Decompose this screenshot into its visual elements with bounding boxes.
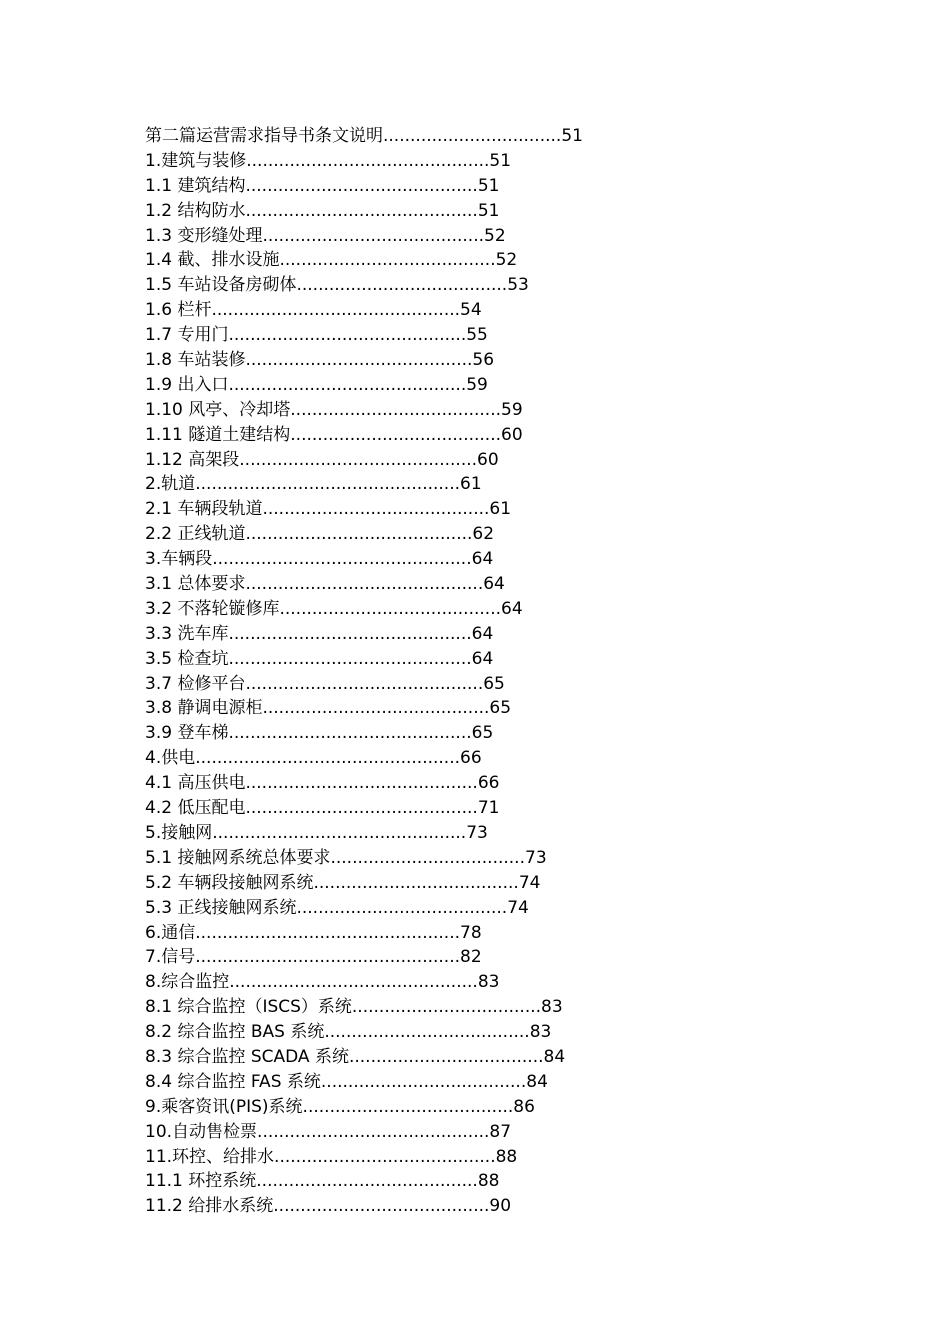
toc-entry-title: 7.信号 bbox=[145, 947, 196, 968]
toc-entry-link[interactable] bbox=[145, 250, 517, 270]
toc-entry-title: 10.自动售检票 bbox=[145, 1121, 258, 1142]
toc-entry-title: 3.2 不落轮镟修库 bbox=[145, 598, 280, 619]
toc-page-number: 78 bbox=[460, 922, 482, 943]
toc-page-number: 60 bbox=[477, 449, 499, 470]
toc-entry-title: 1.建筑与装修 bbox=[145, 150, 247, 171]
toc-entry bbox=[145, 771, 705, 796]
toc-page-number: 52 bbox=[495, 250, 518, 271]
toc-dot-leader: ............................................. bbox=[246, 150, 490, 171]
toc-dot-leader: ................................................. bbox=[195, 748, 461, 769]
toc-entry-title: 3.8 静调电源柜 bbox=[145, 698, 263, 719]
toc-dot-leader: ................................. bbox=[383, 126, 562, 146]
toc-entry bbox=[145, 373, 705, 398]
toc-entry-link[interactable] bbox=[145, 848, 547, 868]
toc-entry-link[interactable] bbox=[145, 649, 493, 669]
toc-entry-title: 1.5 车站设备房砌体 bbox=[145, 275, 297, 296]
toc-entry-title: 4.供电 bbox=[145, 748, 196, 769]
toc-page-number: 74 bbox=[507, 897, 529, 918]
toc-entry-title: 3.7 检修平台 bbox=[145, 673, 246, 694]
toc-entry-link[interactable] bbox=[145, 624, 493, 644]
toc-entry-link[interactable] bbox=[145, 499, 511, 519]
toc-entry bbox=[145, 149, 705, 174]
toc-dot-leader: ........................................... bbox=[245, 200, 478, 221]
toc-entry-link[interactable] bbox=[145, 873, 540, 893]
toc-dot-leader: ............................................ bbox=[228, 374, 467, 395]
toc-page-number: 61 bbox=[460, 474, 482, 495]
toc-entry bbox=[145, 647, 705, 672]
toc-entry-link[interactable] bbox=[145, 300, 482, 320]
toc-entry-title: 8.1 综合监控（ISCS）系统 bbox=[145, 997, 352, 1018]
toc-entry-link[interactable] bbox=[145, 325, 488, 345]
toc-entry-link[interactable] bbox=[145, 275, 529, 295]
toc-entry-title: 1.1 建筑结构 bbox=[145, 175, 246, 196]
toc-entry-title: 8.综合监控 bbox=[145, 972, 230, 993]
toc-page-number: 90 bbox=[489, 1196, 512, 1217]
toc-page-number: 64 bbox=[471, 623, 494, 644]
toc-page-number: 59 bbox=[501, 399, 523, 420]
toc-page-number: 62 bbox=[472, 524, 495, 545]
toc-entry bbox=[145, 921, 705, 946]
toc-entry-link[interactable] bbox=[145, 1072, 548, 1092]
toc-page-number: 61 bbox=[489, 499, 512, 520]
toc-dot-leader: ................................................. bbox=[195, 947, 461, 968]
toc-entry bbox=[145, 448, 705, 473]
toc-page-number: 87 bbox=[489, 1121, 512, 1142]
toc-entry-title: 5.3 正线接触网系统 bbox=[145, 897, 297, 918]
toc-entry bbox=[145, 1020, 705, 1045]
toc-entry-title: 1.4 截、排水设施 bbox=[145, 250, 280, 271]
toc-dot-leader: .......................................... bbox=[245, 350, 473, 371]
toc-entry-link[interactable] bbox=[145, 599, 523, 619]
toc-dot-leader: ....................................... bbox=[302, 1096, 514, 1117]
toc-page-number: 73 bbox=[525, 847, 547, 868]
toc-dot-leader: .......................................... bbox=[262, 698, 490, 719]
toc-entry bbox=[145, 597, 705, 622]
toc-page-number: 51 bbox=[489, 150, 512, 171]
toc-dot-leader: ................................................. bbox=[195, 474, 461, 495]
toc-entry bbox=[145, 970, 705, 995]
toc-page-number: 52 bbox=[484, 225, 506, 246]
toc-page-number: 73 bbox=[466, 822, 488, 843]
toc-entry bbox=[145, 248, 705, 273]
toc-entry bbox=[145, 199, 705, 224]
toc-page-number: 60 bbox=[501, 424, 523, 445]
toc-entry-link[interactable] bbox=[145, 823, 488, 843]
toc-dot-leader: ............................................... bbox=[212, 822, 467, 843]
toc-entry bbox=[145, 672, 705, 697]
toc-entry-title: 6.通信 bbox=[145, 922, 196, 943]
toc-page-number: 83 bbox=[529, 1022, 552, 1043]
toc-entry-title: 1.3 变形缝处理 bbox=[145, 225, 263, 246]
toc-page-number: 83 bbox=[541, 997, 563, 1018]
toc-entry-link[interactable] bbox=[145, 151, 511, 171]
toc-dot-leader: ............................................ bbox=[239, 449, 478, 470]
toc-entry-link[interactable] bbox=[145, 176, 499, 196]
toc-entry-link[interactable] bbox=[145, 798, 499, 818]
toc-entry-title: 9.乘客资讯(PIS)系统 bbox=[145, 1096, 303, 1117]
toc-entry bbox=[145, 1145, 705, 1170]
toc-dot-leader: .............................................. bbox=[229, 972, 478, 993]
toc-dot-leader: ........................................... bbox=[245, 175, 478, 196]
toc-entry-link[interactable] bbox=[145, 1047, 565, 1067]
toc-dot-leader: ......................................... bbox=[279, 598, 502, 619]
toc-entry-link[interactable] bbox=[145, 898, 529, 918]
toc-entry bbox=[145, 423, 705, 448]
toc-page-number: 53 bbox=[507, 275, 529, 296]
toc-dot-leader: ............................................. bbox=[228, 648, 472, 669]
toc-entry bbox=[145, 273, 705, 298]
toc-page-number: 64 bbox=[501, 598, 523, 619]
toc-entry bbox=[145, 224, 705, 249]
toc-entry-title: 11.1 环控系统 bbox=[145, 1171, 257, 1192]
toc-entry-title: 8.2 综合监控 BAS 系统 bbox=[145, 1022, 325, 1043]
toc-entry-title: 8.3 综合监控 SCADA 系统 bbox=[145, 1046, 349, 1067]
toc-page-number: 59 bbox=[466, 374, 488, 395]
toc-dot-leader: ...................................... bbox=[320, 1071, 527, 1092]
toc-entry-link[interactable] bbox=[145, 201, 499, 221]
toc-entry bbox=[145, 1120, 705, 1145]
toc-entry-link[interactable] bbox=[145, 923, 482, 943]
toc-entry-link[interactable] bbox=[145, 425, 523, 445]
toc-entry-link[interactable] bbox=[145, 574, 505, 594]
toc-page-number: 65 bbox=[489, 698, 512, 719]
toc-entry-title: 2.1 车辆段轨道 bbox=[145, 499, 263, 520]
toc-entry-link[interactable] bbox=[145, 698, 511, 718]
toc-entry bbox=[145, 721, 705, 746]
toc-entry-title: 8.4 综合监控 FAS 系统 bbox=[145, 1071, 321, 1092]
toc-entry-link[interactable] bbox=[145, 773, 499, 793]
toc-entry bbox=[145, 124, 705, 149]
toc-page-number: 82 bbox=[460, 947, 482, 968]
toc-entry-link[interactable] bbox=[145, 375, 488, 395]
toc-dot-leader: ......................................... bbox=[274, 1146, 496, 1167]
toc-entry bbox=[145, 522, 705, 547]
toc-entry bbox=[145, 696, 705, 721]
toc-entry-title: 1.8 车站装修 bbox=[145, 350, 246, 371]
toc-dot-leader: ................................................. bbox=[195, 922, 461, 943]
toc-page-number: 64 bbox=[471, 549, 494, 570]
toc-entry-title: 2.轨道 bbox=[145, 474, 196, 495]
toc-dot-leader: ........................................ bbox=[279, 250, 496, 271]
toc-page-number: 65 bbox=[471, 723, 494, 744]
toc-entry bbox=[145, 1045, 705, 1070]
toc-entry-title: 5.2 车辆段接触网系统 bbox=[145, 872, 314, 893]
toc-entry-title: 11.2 给排水系统 bbox=[145, 1196, 274, 1217]
toc-entry-title: 11.环控、给排水 bbox=[145, 1146, 275, 1167]
toc-dot-leader: ................................... bbox=[351, 997, 542, 1018]
toc-entry-title: 3.1 总体要求 bbox=[145, 574, 246, 595]
toc-page-number: 66 bbox=[477, 773, 500, 794]
toc-entry bbox=[145, 1194, 705, 1219]
toc-page-number: 65 bbox=[483, 673, 505, 694]
toc-entry-link[interactable] bbox=[145, 1097, 535, 1117]
toc-entry-title: 4.2 低压配电 bbox=[145, 798, 246, 819]
toc-entry-title: 1.7 专用门 bbox=[145, 325, 229, 346]
toc-entry-link[interactable] bbox=[145, 723, 493, 743]
toc-dot-leader: ............................................. bbox=[228, 623, 472, 644]
toc-entry bbox=[145, 323, 705, 348]
toc-page-number: 51 bbox=[561, 126, 583, 146]
toc-page-number: 71 bbox=[477, 798, 500, 819]
toc-page-number: 83 bbox=[477, 972, 500, 993]
toc-dot-leader: ...................................... bbox=[324, 1022, 530, 1043]
toc-entry bbox=[145, 348, 705, 373]
toc-dot-leader: ...................................... bbox=[313, 872, 519, 893]
toc-page-number: 54 bbox=[460, 300, 482, 321]
toc-entry-link[interactable] bbox=[145, 748, 482, 768]
toc-entry-link[interactable] bbox=[145, 350, 494, 370]
toc-entry-title: 1.10 风亭、冷却塔 bbox=[145, 399, 291, 420]
toc-entry bbox=[145, 622, 705, 647]
toc-entry-link[interactable] bbox=[145, 972, 499, 992]
toc-entry-link[interactable] bbox=[145, 226, 506, 246]
toc-page-number: 51 bbox=[477, 200, 500, 221]
toc-entry bbox=[145, 398, 705, 423]
toc-dot-leader: .............................................. bbox=[211, 300, 461, 321]
toc-entry-link[interactable] bbox=[145, 947, 482, 967]
toc-entry-title: 5.1 接触网系统总体要求 bbox=[145, 847, 331, 868]
toc-dot-leader: ....................................... bbox=[290, 424, 502, 445]
toc-entry bbox=[145, 896, 705, 921]
toc-page-number: 56 bbox=[472, 350, 495, 371]
toc-dot-leader: ........................................... bbox=[257, 1121, 490, 1142]
toc-entry bbox=[145, 821, 705, 846]
toc-dot-leader: ........................................ bbox=[273, 1196, 490, 1217]
toc-entry-title: 3.车辆段 bbox=[145, 549, 213, 570]
toc-entry bbox=[145, 871, 705, 896]
toc-dot-leader: .................................... bbox=[348, 1046, 544, 1067]
toc-dot-leader: ............................................ bbox=[228, 325, 467, 346]
table-of-contents bbox=[145, 124, 705, 1219]
toc-page-number: 84 bbox=[543, 1046, 566, 1067]
toc-entry bbox=[145, 995, 705, 1020]
toc-page-number: 64 bbox=[471, 648, 494, 669]
toc-entry-title: 5.接触网 bbox=[145, 822, 213, 843]
toc-entry-title: 3.5 检查坑 bbox=[145, 648, 229, 669]
toc-entry-link[interactable] bbox=[145, 400, 523, 420]
toc-entry-title: 1.9 出入口 bbox=[145, 374, 229, 395]
toc-entry-link[interactable] bbox=[145, 1022, 551, 1042]
toc-page-number: 55 bbox=[466, 325, 488, 346]
toc-entry-link[interactable] bbox=[145, 1196, 511, 1216]
toc-entry-link[interactable] bbox=[145, 674, 505, 694]
toc-entry bbox=[145, 846, 705, 871]
toc-entry-link[interactable] bbox=[145, 474, 482, 494]
toc-page-number: 84 bbox=[526, 1071, 548, 1092]
toc-dot-leader: ....................................... bbox=[296, 275, 508, 296]
toc-entry-link[interactable] bbox=[145, 450, 499, 470]
toc-entry-link[interactable] bbox=[145, 126, 583, 146]
toc-entry-title: 1.12 高架段 bbox=[145, 449, 240, 470]
toc-dot-leader: ......................................... bbox=[256, 1171, 478, 1192]
toc-dot-leader: ............................................ bbox=[245, 574, 484, 595]
toc-entry bbox=[145, 572, 705, 597]
toc-entry bbox=[145, 1070, 705, 1095]
toc-entry-title: 4.1 高压供电 bbox=[145, 773, 246, 794]
toc-entry-title: 1.6 栏杆 bbox=[145, 300, 212, 321]
toc-entry-link[interactable] bbox=[145, 1147, 517, 1167]
toc-entry bbox=[145, 1095, 705, 1120]
toc-dot-leader: ............................................ bbox=[245, 673, 484, 694]
toc-entry bbox=[145, 472, 705, 497]
toc-entry-link[interactable] bbox=[145, 1171, 499, 1191]
toc-entry-title: 2.2 正线轨道 bbox=[145, 524, 246, 545]
toc-entry-link[interactable] bbox=[145, 549, 493, 569]
toc-entry-title: 1.11 隧道土建结构 bbox=[145, 424, 291, 445]
toc-entry-title: 1.2 结构防水 bbox=[145, 200, 246, 221]
toc-entry bbox=[145, 1169, 705, 1194]
toc-page-number: 88 bbox=[477, 1171, 500, 1192]
toc-page-number: 66 bbox=[460, 748, 482, 769]
toc-entry-title: 第二篇运营需求指导书条文说明 bbox=[145, 126, 383, 146]
toc-entry bbox=[145, 547, 705, 572]
toc-dot-leader: ........................................... bbox=[245, 798, 478, 819]
toc-entry-title: 3.3 洗车库 bbox=[145, 623, 229, 644]
toc-page-number: 64 bbox=[483, 574, 505, 595]
toc-entry-link[interactable] bbox=[145, 1122, 511, 1142]
toc-dot-leader: ....................................... bbox=[290, 399, 502, 420]
toc-page-number: 86 bbox=[513, 1096, 535, 1117]
toc-entry bbox=[145, 298, 705, 323]
toc-page-number: 88 bbox=[495, 1146, 518, 1167]
toc-dot-leader: ........................................... bbox=[245, 773, 478, 794]
toc-page-number: 51 bbox=[477, 175, 500, 196]
toc-dot-leader: ............................................. bbox=[228, 723, 472, 744]
toc-entry bbox=[145, 796, 705, 821]
toc-entry-title: 3.9 登车梯 bbox=[145, 723, 229, 744]
toc-dot-leader: ....................................... bbox=[296, 897, 508, 918]
toc-dot-leader: .......................................... bbox=[245, 524, 473, 545]
toc-dot-leader: ................................................ bbox=[212, 549, 472, 570]
toc-entry bbox=[145, 174, 705, 199]
toc-entry-link[interactable] bbox=[145, 997, 563, 1017]
toc-entry bbox=[145, 746, 705, 771]
toc-entry bbox=[145, 945, 705, 970]
toc-dot-leader: .................................... bbox=[330, 847, 525, 868]
toc-dot-leader: ......................................... bbox=[262, 225, 485, 246]
toc-page-number: 74 bbox=[518, 872, 541, 893]
toc-entry-link[interactable] bbox=[145, 524, 494, 544]
toc-dot-leader: .......................................... bbox=[262, 499, 490, 520]
toc-entry bbox=[145, 497, 705, 522]
